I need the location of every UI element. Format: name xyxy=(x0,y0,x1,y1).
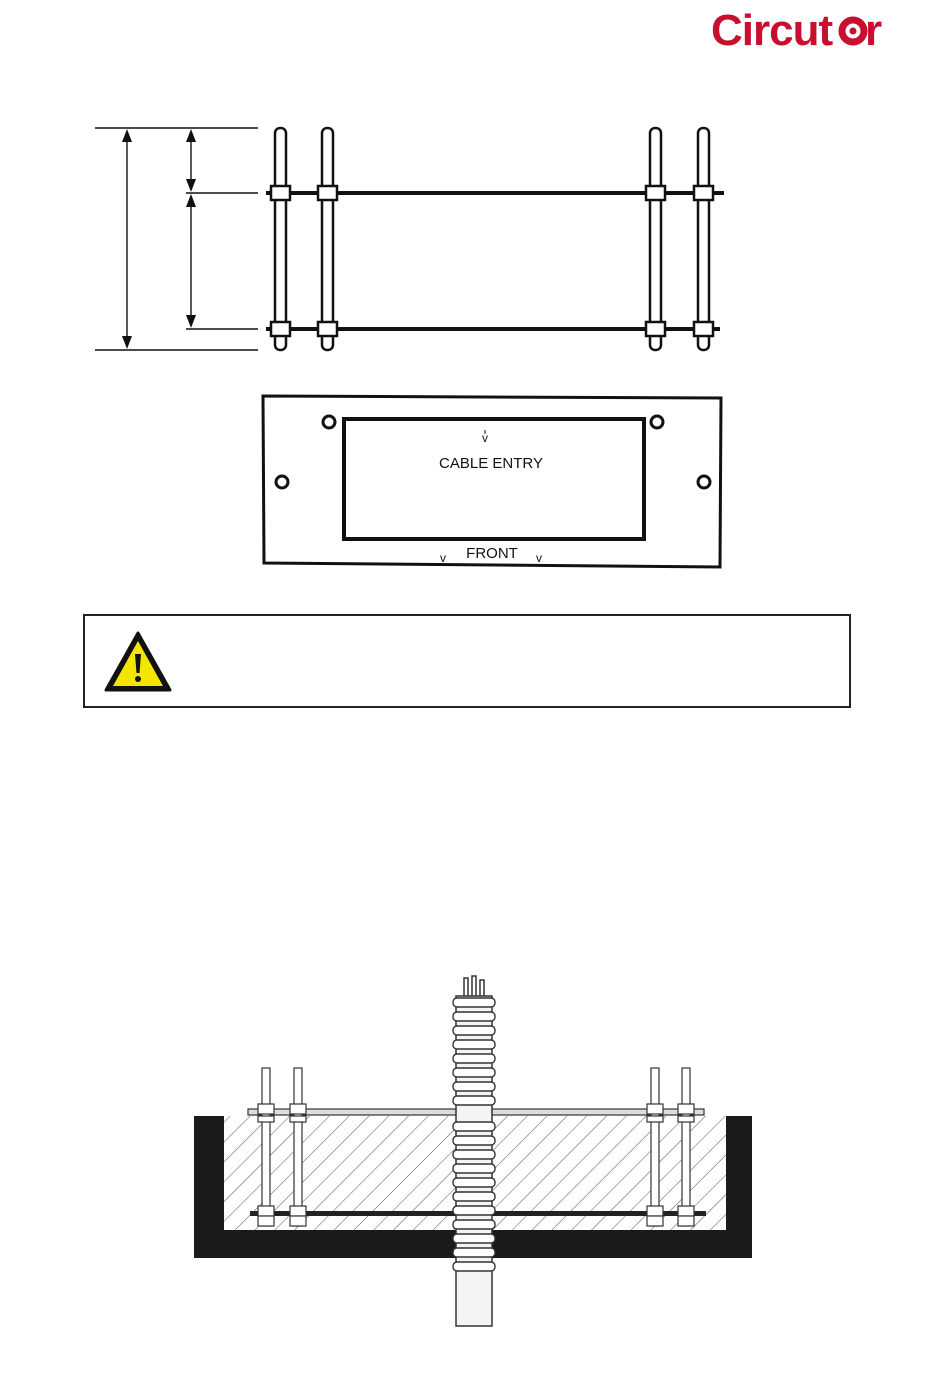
brand-text-tail: r xyxy=(865,6,883,55)
front-label: FRONT xyxy=(466,545,518,562)
brand-o-dot xyxy=(850,28,857,35)
cable-entry-label: CABLE ENTRY xyxy=(439,455,543,472)
front-arrow-right-icon: v xyxy=(536,551,542,565)
front-arrow-left-icon: v xyxy=(440,551,446,565)
circutor-logo-icon xyxy=(705,2,895,58)
brand-text: Circut xyxy=(711,6,833,55)
cable-conduit xyxy=(453,976,495,1326)
dimension-arrowheads xyxy=(122,129,196,349)
bolt-1 xyxy=(271,128,290,350)
dimension-lines xyxy=(95,128,258,350)
bolt-4 xyxy=(694,128,713,350)
bolt-3 xyxy=(646,128,665,350)
warning-box xyxy=(83,614,851,708)
cable-entry-arrow-icon: v xyxy=(482,431,488,445)
hole-mid-right xyxy=(698,476,710,488)
foundation-section-drawing xyxy=(180,968,780,1328)
hole-top-left xyxy=(323,416,335,428)
bolts xyxy=(271,128,713,350)
cable-entry-opening xyxy=(344,419,644,539)
base-plate-drawing xyxy=(258,392,728,572)
bolt-2 xyxy=(318,128,337,350)
hole-mid-left xyxy=(276,476,288,488)
hole-top-right xyxy=(651,416,663,428)
warning-triangle-icon xyxy=(103,630,173,694)
brand-logo xyxy=(705,2,895,58)
